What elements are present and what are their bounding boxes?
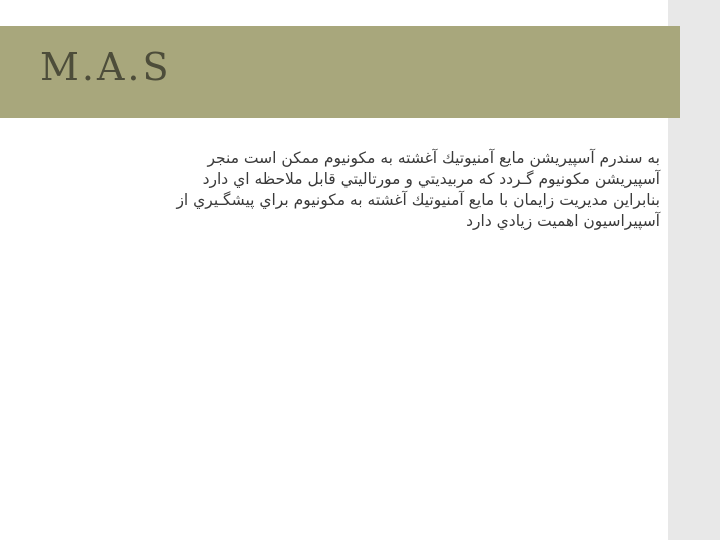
- body-line-1: به سندرم آسپیریشن مایع آمنیوتیك آغشته به مكونیوم ممكن است منجر: [207, 149, 660, 167]
- body-line-4: آسپیراسیون اهمیت زیادي دارد: [466, 212, 660, 230]
- body-line-2: آسپیریشن مكونیوم گـردد كه مربیدیتي و مورتالیتي قابل ملاحظه اي دارد: [202, 170, 660, 188]
- slide-title: M.A.S: [40, 45, 172, 89]
- body-line-3: بنابراین مدیریت زایمان با مایع آمنیوتیك آغشته به مكونیوم براي پیشگـیري از: [176, 191, 660, 209]
- slide-body: [60, 148, 660, 232]
